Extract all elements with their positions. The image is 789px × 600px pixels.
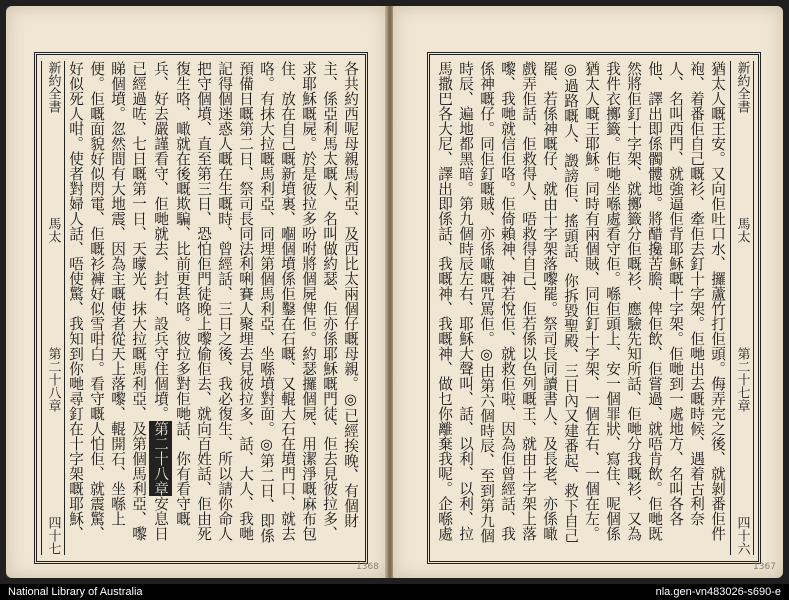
right-page xyxy=(393,6,783,578)
left-page-number: 四十七 xyxy=(45,516,61,555)
left-pencil-mark: 1368 xyxy=(356,562,379,572)
left-text-part-2: 安息日已經過咗、七日嘅第一日、天曚光、抹大拉嘅馬利亞、及第個馬利亞、嚟睇個墳。忽然間有大地震、因為主嘅使者從天上落嚟、輥開石、坐喺上便。佢嘅面貌好似閃電、佢嘅衫褲好似雪咁白。看守嘅人怕佢、就震驚、好似死人咁。使者對婦人話、唔使驚、我知到你哋尋釘在十字架嘅耶穌、 xyxy=(67,61,169,541)
right-page-number: 四十六 xyxy=(734,516,750,555)
right-chapter-label: 第二十七章 xyxy=(734,347,750,412)
right-book-title: 新約全書 xyxy=(734,61,750,113)
footer-library-name: National Library of Australia xyxy=(8,586,143,598)
right-header-column xyxy=(730,61,754,555)
left-body-text xyxy=(67,61,361,555)
left-book-title: 新約全書 xyxy=(45,61,61,113)
left-text-part-1: 各共約西呢母親馬利亞、及西比太兩個仔嘅母親。◎已經挨晚、有個財主、係亞利馬太嘅人、名叫做約瑟、佢亦係耶穌嘅門徒、佢去見彼拉多、求耶穌嘅屍。於是彼拉多吩咐將個屍俾佢。約瑟攞個屍、用潔淨嘅麻布包住、放在自己嘅新墳裏、嗰個墳係佢鑿在石嘅、又輥大石在墳門口、就去咯。有抹大拉嘅馬利亞、同埋第個馬利亞、坐喺墳對面。◎第二日、即係預備日嘅第二日、祭司長同法利唎賽人聚埋去見彼拉多、話、大人、我哋記得個迷惑人嘅在生嘅時、曾經話、三日之後、我必復生、所以請你命人把守個墳、直至第三日、恐怕佢門徒晚上嚟偷佢去、就向百姓話、佢由死復生咯、噉就在後嘅欺騙、比前更甚咯。彼拉多對佢哋話、你有看守嘅兵、好去嚴謹看守、佢哋就去、封石、設兵守住個墳。 xyxy=(152,61,359,544)
right-text-frame xyxy=(427,52,761,564)
footer-identifier: nla.gen-vn483026-s690-e xyxy=(655,586,781,598)
left-header-column xyxy=(41,61,65,555)
left-text-frame xyxy=(34,52,368,564)
left-chapter-label: 第二十八章 xyxy=(45,347,61,412)
chapter-marker: 第二十八章 xyxy=(149,421,172,496)
left-page xyxy=(6,6,387,578)
left-book-name: 馬太 xyxy=(45,217,61,243)
right-body-text xyxy=(434,61,728,555)
library-footer xyxy=(0,584,789,600)
right-pencil-mark: 1367 xyxy=(753,562,776,572)
right-book-name: 馬太 xyxy=(734,217,750,243)
right-text: 猶太人嘅王安。又向佢吐口水、攞蘆竹打佢頭。侮弄完之後、就剝番佢件袍、着番佢自己嘅衫、牽佢去釘十字架。佢哋出去嘅時候、遇着古利奈人、名叫西門、就強逼佢背耶穌嘅十字架。佢哋到一處地方、名叫各各他、譯出即係髑髏地。將醋攙苦膽、俾佢飲、佢嘗過、就唔肯飲。佢哋既然將佢釘十字架、就擲籤分佢嘅衫、應驗先知所話、佢哋分我嘅衫、又為我件衣擲籤。佢哋坐喺處看守佢。喺佢頭上、安一個罪狀、寫住、呢個係猶太人嘅王耶穌。同時有兩個賊、同佢釘十字架、一個在右、一個在左。◎過路嘅人、譭謗佢、搖頭話、你拆毀聖殿、三日內又建番起、救下自己罷、若係神嘅仔、就由十字架落嚟罷。祭司長同讀書人、及長老、亦係噉戲弄佢話、佢救得人、唔救得自己、佢若係以色列嘅王、就由十字架上落嚟、我哋就信佢咯。佢倚賴神、神若悅佢、就救佢啦、因為佢曾經話、我係神嘅仔。同佢釘嘅賊、亦係噉嘅咒罵佢。◎由第六個時辰、至到第九個時辰、遍地都黑暗。第九個時辰左右、耶穌大聲叫、話、以利、以利、拉馬撒巴各大尼、譯出即係話、我嘅神、我嘅神、做乜你離棄我呢。企喺處 xyxy=(436,61,726,544)
